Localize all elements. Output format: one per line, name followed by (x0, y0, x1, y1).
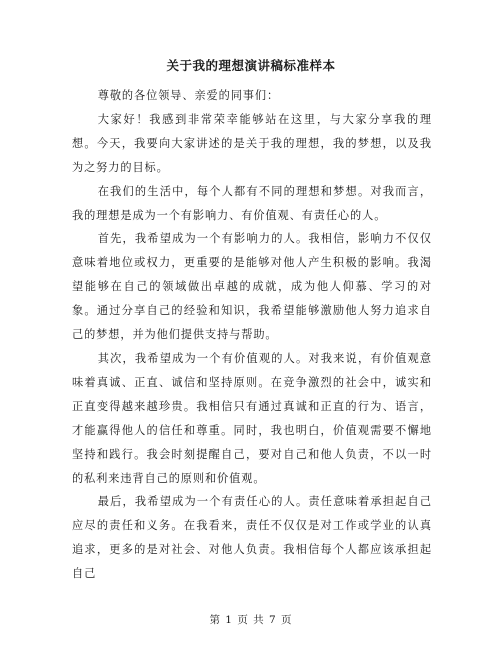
paragraph-responsibility: 最后，我希望成为一个有责任心的人。责任意味着承担起自己应尽的责任和义务。在我看来，责任不仅仅是对工作或学业的认真追求，更多的是对社会、对他人负责。我相信每个人都应该承担起自己 (72, 495, 432, 581)
paragraph-ideal-intro: 在我们的生活中，每个人都有不同的理想和梦想。对我而言，我的理想是成为一个有影响力、有价值观、有责任心的人。 (72, 184, 432, 222)
paragraph-greeting: 大家好！我感到非常荣幸能够站在这里，与大家分享我的理想。今天，我要向大家讲述的是关于我的理想，我的梦想，以及我为之努力的目标。 (72, 112, 432, 174)
document-body (72, 84, 432, 586)
paragraph-influence: 首先，我希望成为一个有影响力的人。我相信，影响力不仅仅意味着地位或权力，更重要的是能够对他人产生积极的影响。我渴望能够在自己的领域做出卓越的成就，成为他人仰慕、学习的对象。通过分享自己的经验和知识，我希望能够激励他人努力追求自己的梦想，并为他们提供支持与帮助。 (72, 232, 432, 342)
document-title: 关于我的理想演讲稿标准样本 (166, 58, 336, 73)
salutation: 尊敬的各位领导、亲爱的同事们： (97, 89, 280, 102)
paragraph-values: 其次，我希望成为一个有价值观的人。对我来说，有价值观意味着真诚、正直、诚信和坚持原则。在竞争激烈的社会中，诚实和正直变得越来越珍贵。我相信只有通过真诚和正直的行为、语言，才能赢得他人的信任和尊重。同时，我也明白，价值观需要不懈地坚持和践行。我会时刻提醒自己，要对自己和他人负责，不以一时的私利来违背自己的原则和价值观。 (72, 351, 432, 485)
page-footer: 第 1 页 共 7 页 (209, 614, 293, 626)
